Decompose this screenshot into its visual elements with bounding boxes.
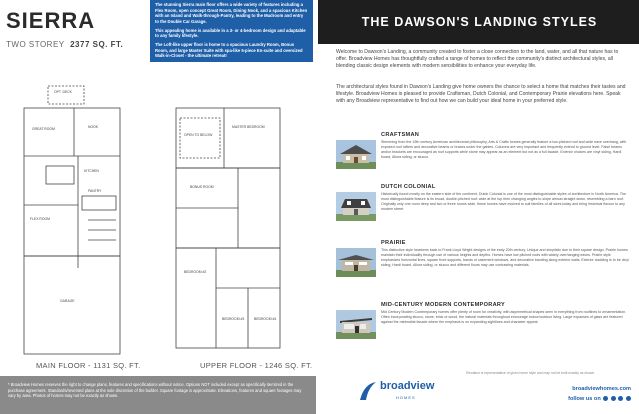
plan-subtitle [6, 40, 123, 49]
plan-type: TWO STOREY [6, 40, 65, 49]
room-label-bedroom-2: BEDROOM #2 [184, 270, 207, 274]
dutch-colonial-house-photo [336, 192, 376, 221]
floor-plans [0, 62, 316, 376]
room-label-bonus-room: BONUS ROOM [190, 185, 214, 189]
styles-title: THE DAWSON'S LANDING STYLES [361, 15, 598, 29]
style-title: MID-CENTURY MODERN CONTEMPORARY [381, 302, 506, 308]
right-page [316, 0, 639, 414]
room-label-flex-room: FLEX ROOM [30, 217, 50, 221]
disclaimer: * Broadview Homes reserves the right to change plans, features and specifications without notice. Options NOT included except as specifically itemized in the purchase agreement. Standards/reversed plans at the sole discretion of the builder. Square footage is approximate. Elevations, features and square footages may vary by area. Photos of homes may not be exactly as shown. [0, 376, 316, 414]
website-link[interactable]: broadviewhomes.com [572, 386, 631, 392]
styles-header [316, 0, 639, 44]
upper-floor-plan [168, 88, 288, 358]
twitter-icon[interactable] [611, 396, 616, 401]
style-text: This distinctive style hearkens back to Frank Lloyd Wright designs of the early 20th century. Unique and simplistic due to their square design, Prairie homes maintain their individuality through use of various heights and depths. Homes have low pitched roofs with widely overhanging eaves. Prairie style emphasizes horizontal lines, square front supports, bands of casement windows, and decorative banding along exterior walls. Exterior cladding is to be vinyl siding, Hardi board, Allura siding, or stucco and different floors may use contrasting materials. [381, 248, 629, 267]
style-text: Historically found mostly on the eastern side of the continent, Dutch Colonial is one of the most distinguishable styles of architecture in North America. The most distinguishable feature is its broad, double-pitched roof: wide at the top then changing angles to slope almost straight down, resembling a barn roof. Originally only one room deep and two or three rooms wide, these homes have evolved to suit families of all sizes today and bring historical flavour to any modern street. [381, 192, 627, 211]
main-floor-caption: MAIN FLOOR - 1131 SQ. FT. [36, 361, 141, 370]
room-label-nook: NOOK [88, 125, 98, 129]
broadview-logo-mark-icon [358, 380, 378, 402]
intro-paragraph-2: The architectural styles found in Dawson's Landing give home owners the chance to select a home that matches their tastes and lifestyle. Broadview Homes is pleased to provide Craftsman, Dutch Colonial, and Contemporary Prairie elevations here. Speak with any Broadview representative to find out how we can build your ideal home in your preferred style. [336, 84, 626, 105]
room-label-kitchen: KITCHEN [84, 169, 99, 173]
intro-paragraph-1: Welcome to Dawson's Landing, a community created to foster a close connection to the land, water, and all that nature has to offer. Broadview Homes has thoughtfully crafted a range of homes to reflect the community's distinct architectural styles, all blending classic design elements with modern sensibilities to enhance your everyday life. [336, 49, 619, 70]
youtube-icon[interactable] [626, 396, 631, 401]
broadview-logo [358, 378, 448, 404]
plan-sqft: 2377 SQ. FT. [70, 40, 124, 49]
instagram-icon[interactable] [618, 396, 623, 401]
mid-century-house-photo [336, 310, 376, 339]
plan-name-box [0, 0, 150, 62]
craftsman-house-photo [336, 140, 376, 169]
main-floor-plan [18, 80, 128, 358]
left-page [0, 0, 316, 414]
follow-label: follow us on [568, 396, 601, 402]
room-label-open-to-below: OPEN TO BELOW [184, 133, 213, 137]
plan-name: SIERRA [6, 8, 96, 33]
style-title: DUTCH COLONIAL [381, 184, 436, 190]
prairie-house-photo [336, 248, 376, 277]
description-paragraph-2: This appealing home is available in a 3- or 4-bedroom design and adaptable to any family lifestyle. [155, 27, 306, 39]
logo-subtext: HOMES [396, 395, 416, 400]
room-label-bedroom-4: BEDROOM #4 [254, 317, 277, 321]
room-label-bedroom-3: BEDROOM #3 [222, 317, 245, 321]
social-links [568, 396, 631, 402]
elevation-note: Elevation is representative of given home style and may not be built exactly as shown. [466, 371, 596, 375]
logo-wordmark: broadview [380, 380, 435, 392]
style-text: Stemming from the 19th century American architectural philosophy, Arts & Crafts homes generally feature a low-pitched roof and wide eave overhang, with exposed roof rafters and decorative beams or braces under the gables. Columns are very important and frequently extend to ground level. False beams and/or brackets are encouraged as roof supports while stone may appear as an element but not as a full facade. Exterior choices are vinyl siding, Hardi board, Allura siding, or stucco. [381, 140, 627, 159]
facebook-icon[interactable] [603, 396, 608, 401]
room-label-garage: GARAGE [60, 299, 75, 303]
room-label-opt-deck: OPT. DECK [54, 90, 72, 94]
plan-description [150, 0, 313, 62]
room-label-pantry: PANTRY [88, 189, 102, 193]
style-title: PRAIRIE [381, 240, 406, 246]
description-paragraph-1: The stunning Sierra main floor offers a wide variety of features including a Flex Room, open concept Great Room, Dining Nook, and a spacious Kitchen with an Island and Walk-through-Pantry, leading to the Mudroom and entry to the Double Car Garage. [155, 2, 308, 25]
upper-floor-caption: UPPER FLOOR - 1246 SQ. FT. [200, 361, 313, 370]
style-text: Mid Century Modern Contemporary homes offer plenty of room for creativity, with asymmetrical shapes seen in everything from rooflines to ornamentation. Often incorporating stucco, stone, brick or wood, the natural materials throughout encourage indoor/outdoor living. Large expanses of glass are featured against the minimalist facade where the emphasis is on expanding sightlines and character appeal. [381, 310, 627, 324]
description-paragraph-3: The Loft-like upper floor is home to a spacious Laundry Room, Bonus Room, and large Master Suite with spa-like 5-piece En-suite and oversized Walk-in-Closet - the ultimate retreat! [155, 42, 303, 59]
style-title: CRAFTSMAN [381, 132, 420, 138]
room-label-master-bedroom: MASTER BEDROOM [232, 125, 265, 129]
room-label-great-room: GREAT ROOM [32, 127, 55, 131]
